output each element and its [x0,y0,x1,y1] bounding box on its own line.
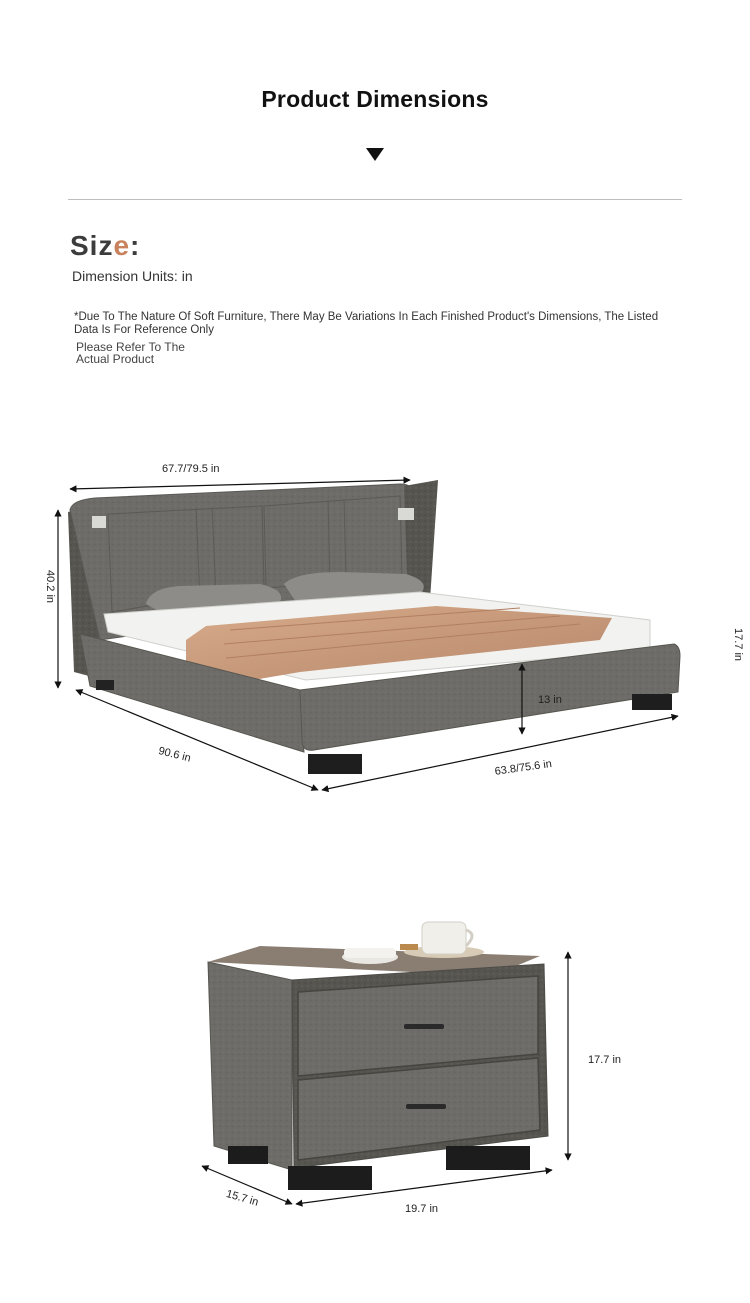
nightstand-side [208,962,292,1170]
size-heading-part2: : [130,230,141,261]
bed-leg-front [308,754,362,774]
label-nightstand-width: 19.7 in [405,1203,439,1215]
drawer-handle-bottom [406,1104,446,1109]
usb-port-right [398,508,414,520]
label-bed-width: 63.8/75.6 in [494,757,553,778]
label-nightstand-depth: 15.7 in [224,1188,260,1209]
page-title: Product Dimensions [261,86,489,112]
size-heading-part1: Siz [70,230,114,261]
label-nightstand-height: 17.7 in [588,1054,622,1066]
dimension-units: Dimension Units: in [72,268,193,284]
label-total-height: 17.7 in [732,628,744,662]
usb-port-left [92,516,106,528]
refer-line-1: Please Refer To The [76,340,185,354]
nightstand-leg-right [446,1146,530,1170]
bed-leg-right [632,694,672,710]
label-bed-length: 90.6 in [157,745,193,765]
size-heading-accent: e [113,230,131,261]
bed-illustration [68,480,680,774]
nightstand-illustration [208,922,548,1190]
nightstand-leg-front [288,1166,372,1190]
refer-line-2: Actual Product [76,351,155,366]
coffee-cup [422,922,466,954]
label-headboard-height: 40.2 in [44,570,56,604]
label-frame-height: 13 in [538,694,562,706]
variation-note: *Due To The Nature Of Soft Furniture, There May Be Variations In Each Finished Product's Dimensions, The Listed Data Is For Reference Only [74,311,659,336]
drawer-handle-top [404,1024,444,1029]
label-headboard-width: 67.7/79.5 in [162,463,220,475]
